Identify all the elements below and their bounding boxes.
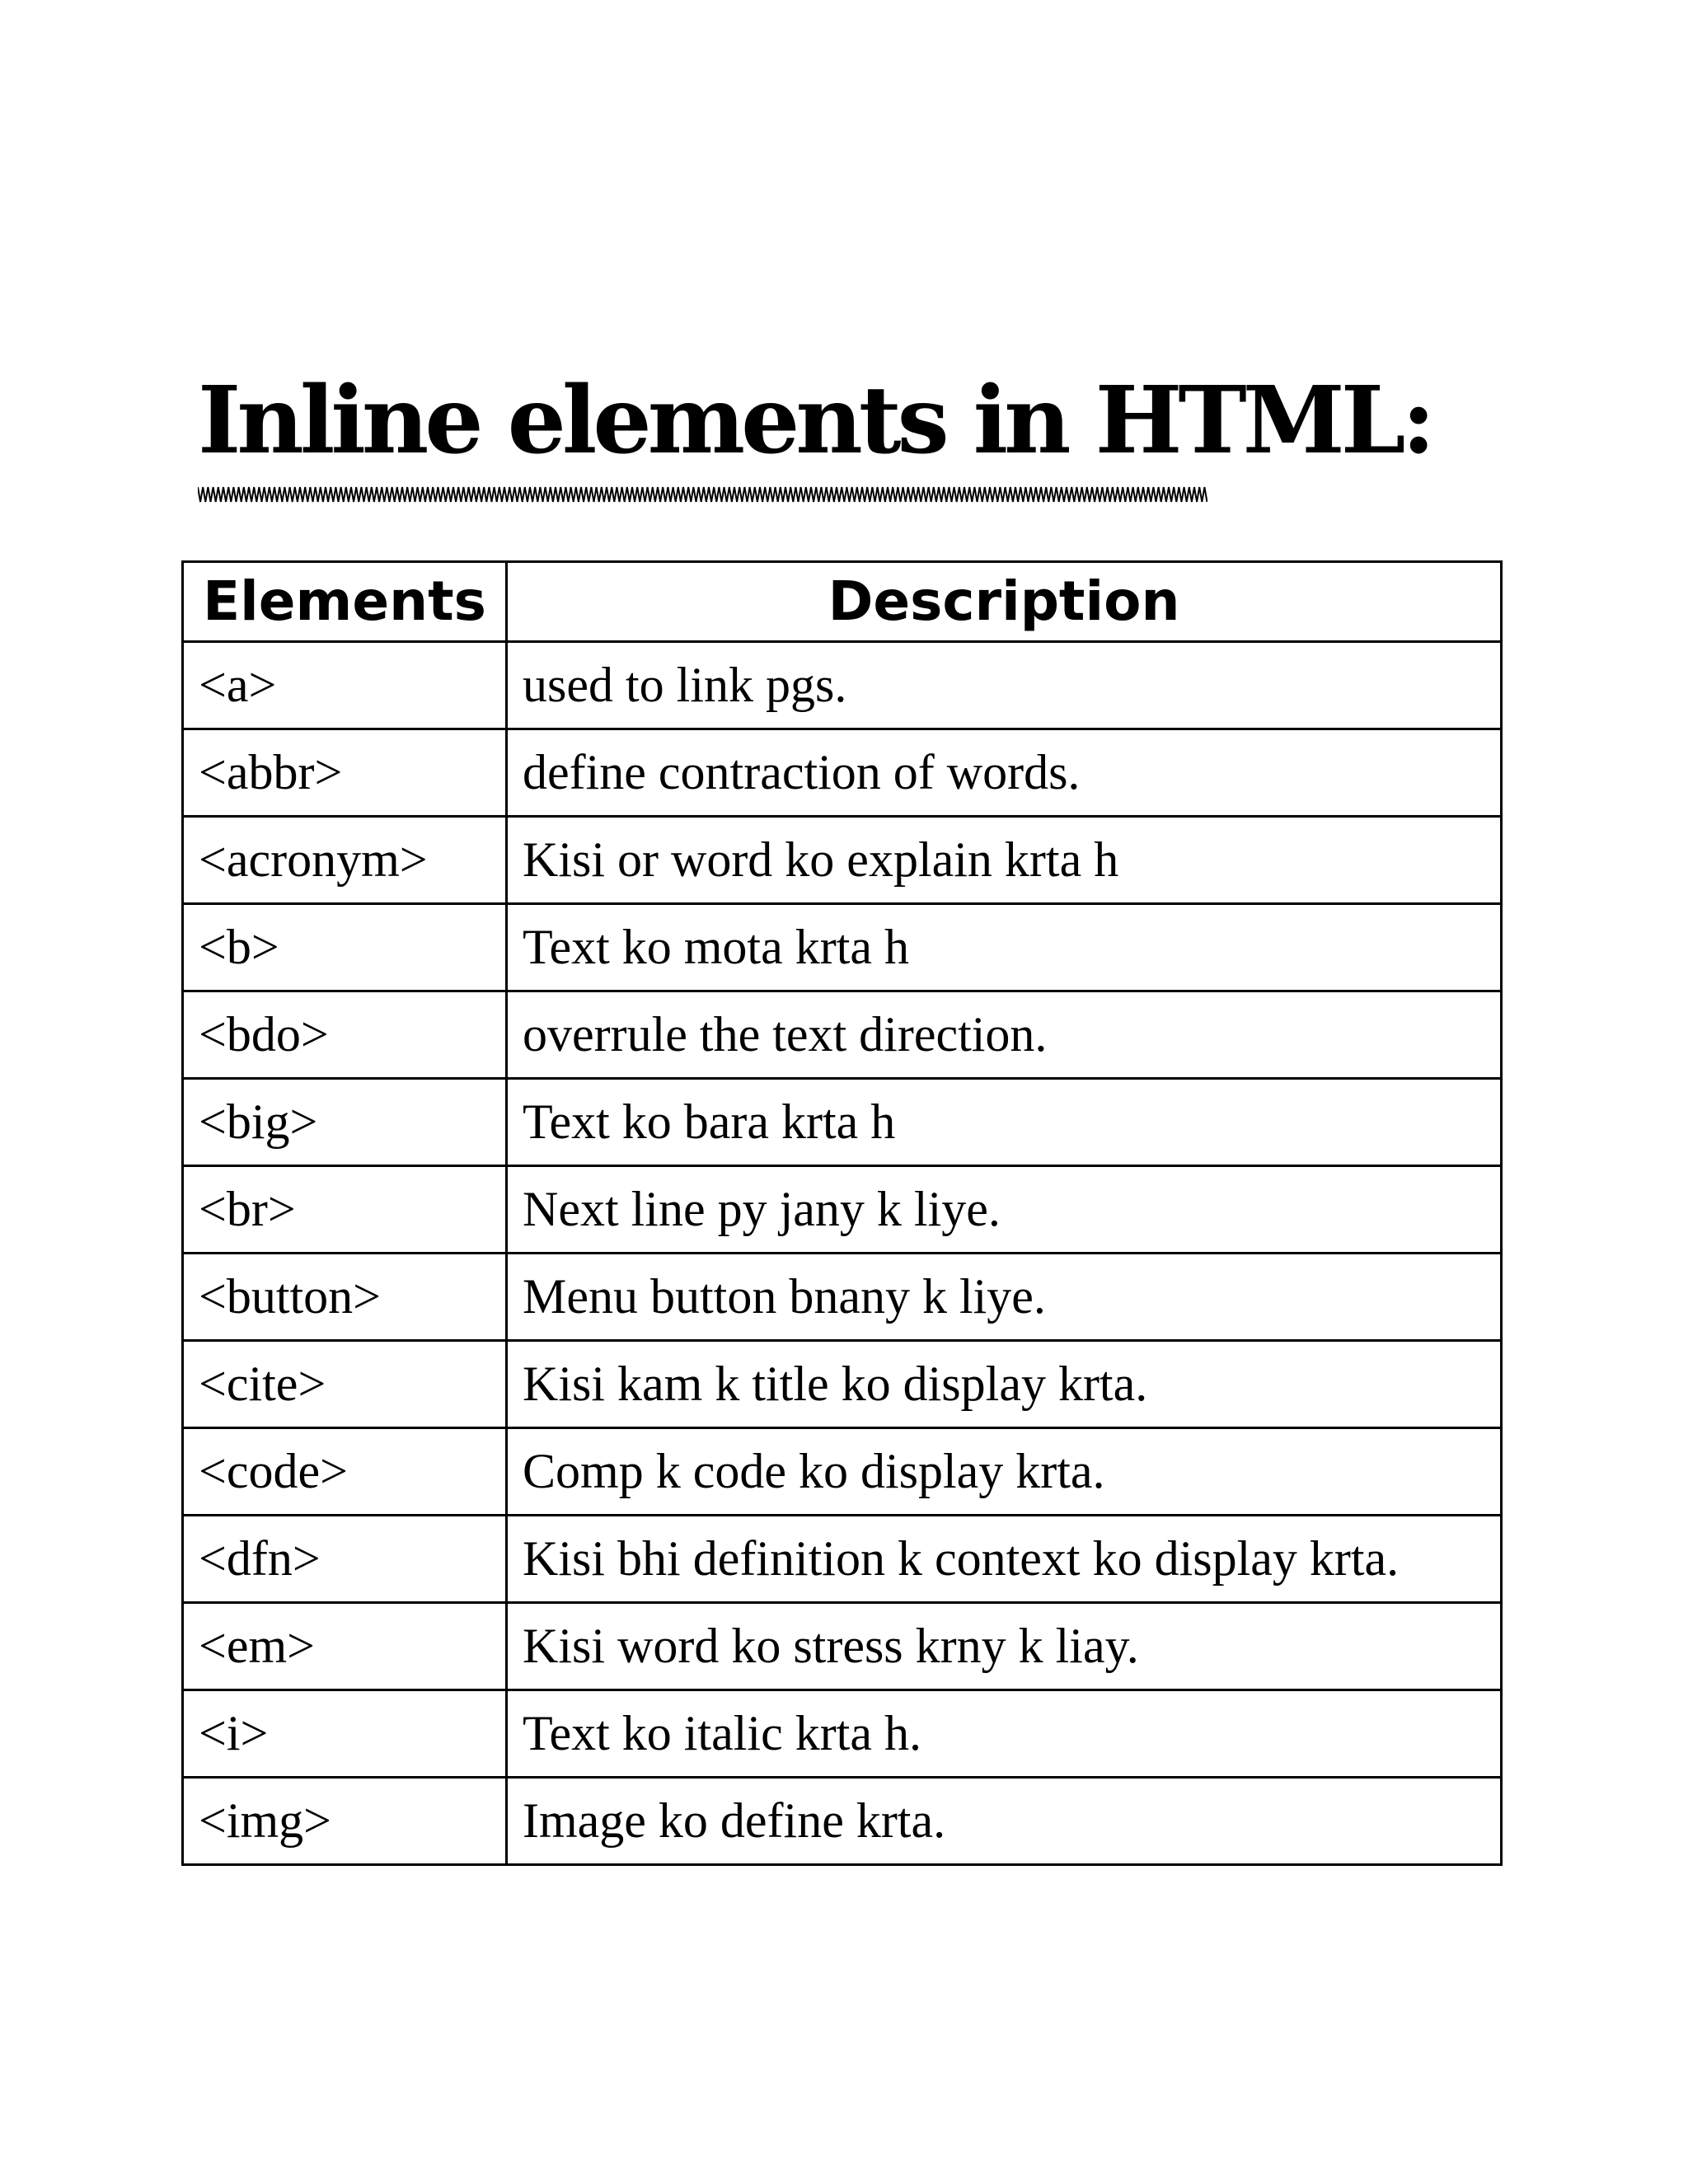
table-row (183, 642, 1502, 729)
table-row (183, 991, 1502, 1079)
element-cell: <a> (183, 642, 507, 729)
table-header-row (183, 562, 1502, 642)
description-cell: Text ko bara krta h (507, 1079, 1502, 1166)
description-cell: Next line py jany k liye. (507, 1166, 1502, 1254)
element-cell: <i> (183, 1690, 507, 1778)
description-cell: Kisi kam k title ko display krta. (507, 1341, 1502, 1428)
header-elements: Elements (183, 562, 507, 642)
description-cell: overrule the text direction. (507, 991, 1502, 1079)
title-zigzag-underline (198, 485, 1207, 504)
description-cell: define contraction of words. (507, 729, 1502, 817)
description-cell: Text ko italic krta h. (507, 1690, 1502, 1778)
description-cell: Kisi or word ko explain krta h (507, 817, 1502, 904)
element-cell: <em> (183, 1603, 507, 1690)
element-cell: <b> (183, 904, 507, 991)
element-cell: <dfn> (183, 1516, 507, 1603)
table-row (183, 1428, 1502, 1516)
element-cell: <abbr> (183, 729, 507, 817)
table-row (183, 1603, 1502, 1690)
table-row (183, 1690, 1502, 1778)
table-row (183, 1516, 1502, 1603)
inline-elements-table (181, 560, 1503, 1866)
element-cell: <br> (183, 1166, 507, 1254)
element-cell: <big> (183, 1079, 507, 1166)
description-cell: Text ko mota krta h (507, 904, 1502, 991)
table-row (183, 1341, 1502, 1428)
description-cell: Kisi bhi definition k context ko display krta. (507, 1516, 1502, 1603)
table-row (183, 1166, 1502, 1254)
description-cell: Comp k code ko display krta. (507, 1428, 1502, 1516)
element-cell: <code> (183, 1428, 507, 1516)
element-cell: <img> (183, 1778, 507, 1865)
element-cell: <acronym> (183, 817, 507, 904)
element-cell: <bdo> (183, 991, 507, 1079)
description-cell: used to link pgs. (507, 642, 1502, 729)
header-description: Description (507, 562, 1502, 642)
element-cell: <cite> (183, 1341, 507, 1428)
table-row (183, 904, 1502, 991)
table-row (183, 1778, 1502, 1865)
table-row (183, 817, 1502, 904)
description-cell: Kisi word ko stress krny k liay. (507, 1603, 1502, 1690)
description-cell: Menu button bnany k liye. (507, 1254, 1502, 1341)
page-title: Inline elements in HTML: (198, 367, 1432, 475)
table-row (183, 1079, 1502, 1166)
table-row (183, 729, 1502, 817)
element-cell: <button> (183, 1254, 507, 1341)
description-cell: Image ko define krta. (507, 1778, 1502, 1865)
table-row (183, 1254, 1502, 1341)
